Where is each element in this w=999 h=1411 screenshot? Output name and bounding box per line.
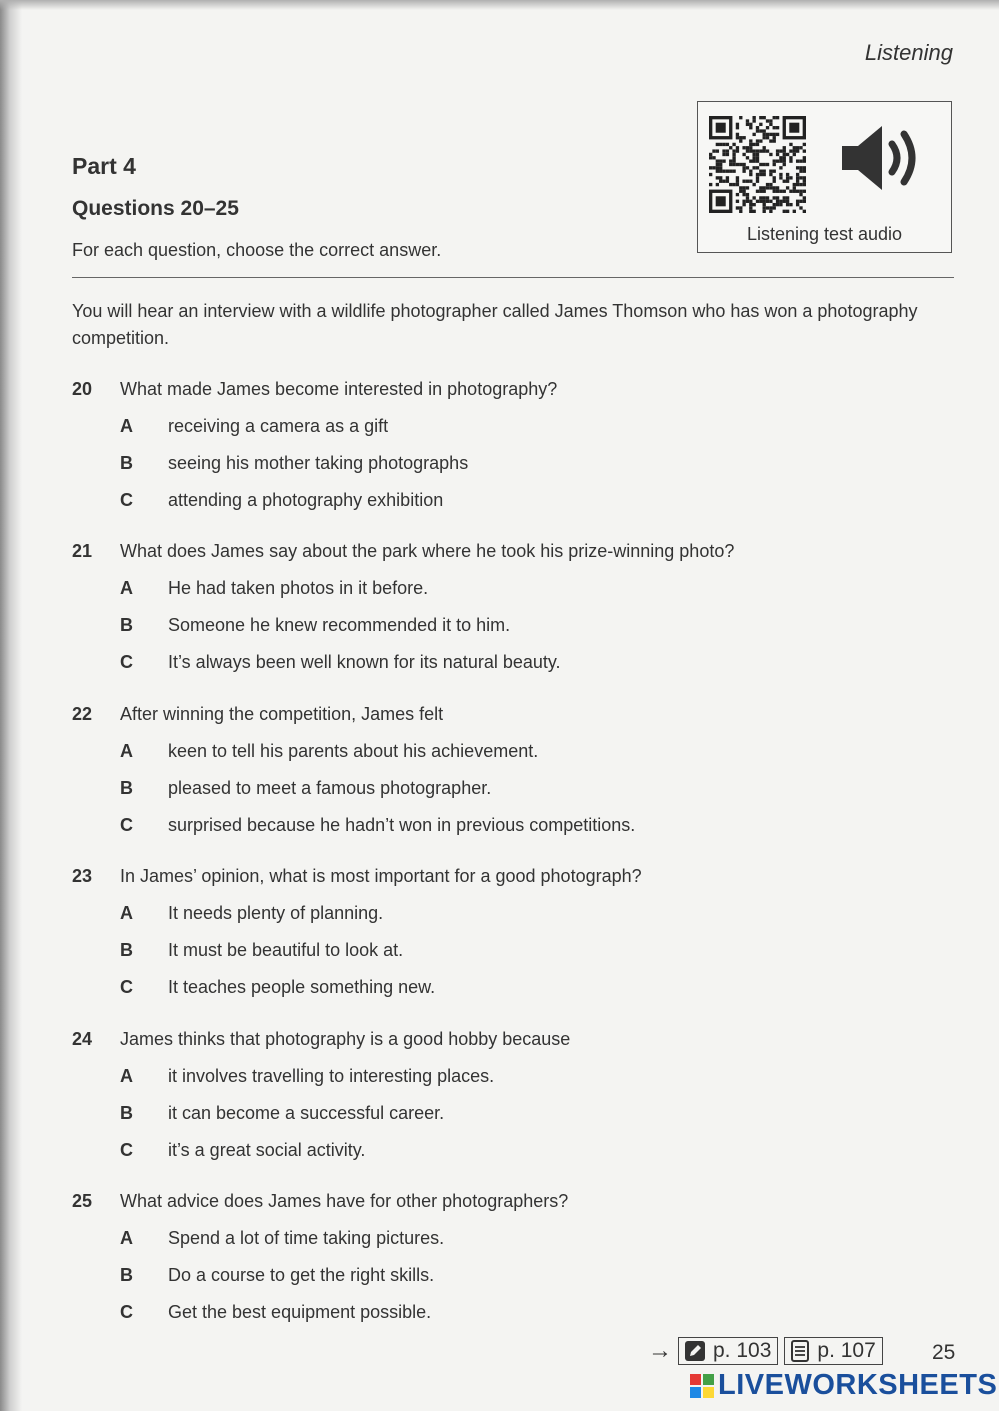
option-21-c[interactable] [120, 650, 734, 674]
option-text: it can become a successful career. [168, 1102, 445, 1123]
instruction: For each question, choose the correct answer. [72, 240, 442, 260]
option-text: seeing his mother taking photographs [168, 452, 469, 473]
option-letter: A [120, 740, 133, 761]
option-text: it involves travelling to interesting places. [168, 1065, 495, 1086]
option-text: Do a course to get the right skills. [168, 1264, 435, 1285]
arrow-right-icon: → [648, 1337, 672, 1364]
option-text: Someone he knew recommended it to him. [168, 614, 511, 635]
question-22 [72, 702, 635, 837]
question-text: In James’ opinion, what is most important for a good photograph? [120, 865, 642, 886]
question-number: 22 [72, 703, 93, 724]
option-23-b[interactable] [120, 938, 642, 962]
question-number: 23 [72, 865, 93, 886]
question-24 [72, 1027, 570, 1162]
option-letter: C [120, 489, 133, 510]
page-references [648, 1337, 889, 1365]
option-text: receiving a camera as a gift [168, 415, 389, 436]
question-text: What made James become interested in photography? [120, 378, 558, 399]
document-icon [791, 1340, 809, 1362]
option-letter: B [120, 1102, 133, 1123]
reference-document-label: p. 107 [817, 1339, 876, 1362]
option-23-a[interactable] [120, 901, 642, 925]
audio-box[interactable] [697, 101, 952, 253]
option-text: attending a photography exhibition [168, 489, 444, 510]
page-number: 25 [932, 1341, 956, 1364]
option-21-b[interactable] [120, 613, 734, 637]
reference-audioscript-label: p. 103 [713, 1339, 772, 1362]
edit-icon [685, 1341, 705, 1361]
option-text: surprised because he hadn’t won in previous competitions. [168, 814, 636, 835]
option-24-a[interactable] [120, 1064, 570, 1088]
question-text: What does James say about the park where he took his prize-winning photo? [120, 540, 735, 561]
section-name: Listening [864, 40, 953, 65]
option-text: It’s always been well known for its natural beauty. [168, 651, 561, 672]
question-23 [72, 864, 642, 999]
option-letter: A [120, 1065, 133, 1086]
part-title: Part 4 [72, 153, 136, 179]
speaker-icon[interactable] [838, 122, 924, 194]
option-20-c[interactable] [120, 488, 557, 512]
question-text: After winning the competition, James felt [120, 703, 444, 724]
option-letter: B [120, 939, 133, 960]
page-shadow-top [0, 0, 999, 10]
option-text: Spend a lot of time taking pictures. [168, 1227, 445, 1248]
option-letter: C [120, 1301, 133, 1322]
liveworksheets-text: LIVEWORKSHEETS [718, 1369, 998, 1401]
option-letter: B [120, 452, 133, 473]
option-24-b[interactable] [120, 1101, 570, 1125]
question-20 [72, 377, 557, 512]
option-letter: B [120, 1264, 133, 1285]
option-letter: C [120, 976, 133, 997]
option-letter: C [120, 1139, 133, 1160]
option-text: it’s a great social activity. [168, 1139, 366, 1160]
liveworksheets-logo[interactable] [690, 1369, 997, 1402]
option-25-a[interactable] [120, 1226, 568, 1250]
option-letter: A [120, 902, 133, 923]
option-text: It must be beautiful to look at. [168, 939, 404, 960]
option-22-c[interactable] [120, 813, 635, 837]
question-25 [72, 1189, 568, 1324]
reference-document[interactable] [784, 1337, 882, 1365]
option-text: keen to tell his parents about his achievement. [168, 740, 539, 761]
audio-label: Listening test audio [746, 224, 903, 244]
liveworksheets-icon [690, 1374, 714, 1398]
option-21-a[interactable] [120, 576, 734, 600]
option-22-b[interactable] [120, 776, 635, 800]
option-20-b[interactable] [120, 451, 557, 475]
question-number: 20 [72, 378, 93, 399]
questions-range: Questions 20–25 [72, 197, 239, 220]
option-letter: A [120, 415, 133, 436]
question-text: James thinks that photography is a good hobby because [120, 1028, 571, 1049]
option-text: It needs plenty of planning. [168, 902, 384, 923]
option-letter: A [120, 577, 133, 598]
option-letter: C [120, 651, 133, 672]
question-number: 21 [72, 540, 93, 561]
reference-audioscript[interactable] [678, 1337, 778, 1365]
option-22-a[interactable] [120, 739, 635, 763]
page-shadow-left [0, 0, 22, 1411]
question-number: 25 [72, 1190, 93, 1211]
option-20-a[interactable] [120, 414, 557, 438]
intro-text: You will hear an interview with a wildlife photographer called James Thomson who has won a photography competition. [72, 301, 918, 348]
option-25-b[interactable] [120, 1263, 568, 1287]
qr-code-icon[interactable] [709, 116, 806, 213]
question-text: What advice does James have for other photographers? [120, 1190, 569, 1211]
option-text: He had taken photos in it before. [168, 577, 429, 598]
option-letter: B [120, 777, 133, 798]
option-25-c[interactable] [120, 1300, 568, 1324]
divider [72, 277, 954, 278]
option-text: It teaches people something new. [168, 976, 436, 997]
option-23-c[interactable] [120, 975, 642, 999]
option-24-c[interactable] [120, 1138, 570, 1162]
option-letter: B [120, 614, 133, 635]
question-21 [72, 539, 734, 674]
option-letter: A [120, 1227, 133, 1248]
question-number: 24 [72, 1028, 93, 1049]
option-letter: C [120, 814, 133, 835]
option-text: pleased to meet a famous photographer. [168, 777, 492, 798]
option-text: Get the best equipment possible. [168, 1301, 432, 1322]
